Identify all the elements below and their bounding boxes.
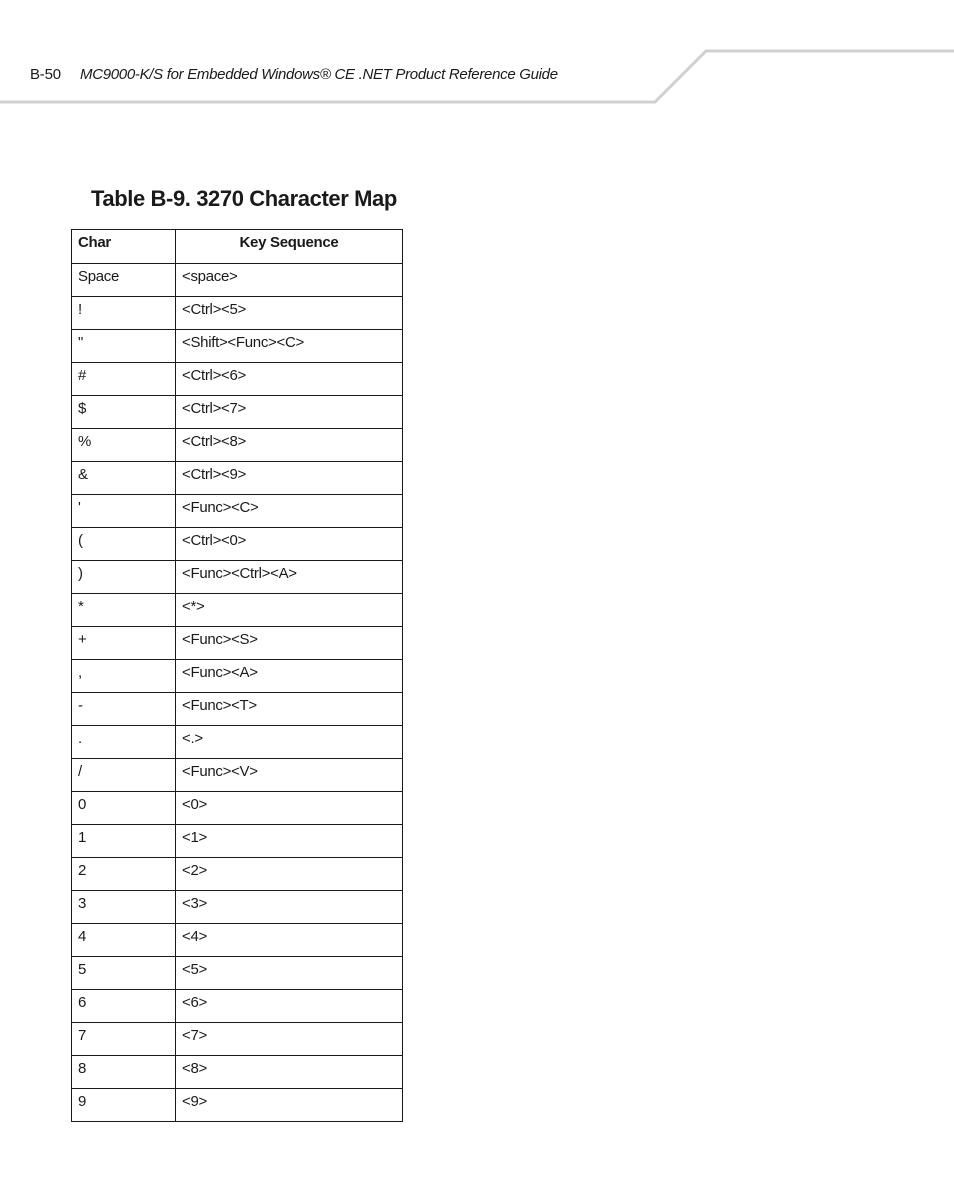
char-cell: , <box>72 660 176 693</box>
key-sequence-cell: <2> <box>176 858 403 891</box>
char-cell: ' <box>72 495 176 528</box>
table-row <box>72 792 403 825</box>
char-cell: 8 <box>72 1056 176 1089</box>
key-sequence-cell: <Ctrl><6> <box>176 363 403 396</box>
key-sequence-cell: <Func><A> <box>176 660 403 693</box>
char-cell: & <box>72 462 176 495</box>
key-sequence-cell: <9> <box>176 1089 403 1122</box>
table-row <box>72 726 403 759</box>
column-header-char: Char <box>72 230 176 264</box>
table-row <box>72 957 403 990</box>
key-sequence-cell: <Ctrl><5> <box>176 297 403 330</box>
table-row <box>72 264 403 297</box>
char-cell: ! <box>72 297 176 330</box>
key-sequence-cell: <space> <box>176 264 403 297</box>
key-sequence-cell: <7> <box>176 1023 403 1056</box>
key-sequence-cell: <Func><Ctrl><A> <box>176 561 403 594</box>
document-title: MC9000-K/S for Embedded Windows® CE .NET Product Reference Guide <box>80 66 558 83</box>
table-row <box>72 660 403 693</box>
header-rule <box>0 0 954 110</box>
table-row <box>72 561 403 594</box>
table-title: Table B-9. 3270 Character Map <box>91 186 397 211</box>
key-sequence-cell: <1> <box>176 825 403 858</box>
table-row <box>72 924 403 957</box>
char-cell: 2 <box>72 858 176 891</box>
table-row <box>72 462 403 495</box>
char-cell: ( <box>72 528 176 561</box>
char-cell: 4 <box>72 924 176 957</box>
char-cell: 9 <box>72 1089 176 1122</box>
key-sequence-cell: <.> <box>176 726 403 759</box>
char-cell: 6 <box>72 990 176 1023</box>
char-cell: " <box>72 330 176 363</box>
table-row <box>72 891 403 924</box>
table-row <box>72 627 403 660</box>
table-row <box>72 396 403 429</box>
char-cell: 3 <box>72 891 176 924</box>
table-row <box>72 297 403 330</box>
table-row <box>72 825 403 858</box>
column-header-key-sequence: Key Sequence <box>176 230 403 264</box>
key-sequence-cell: <3> <box>176 891 403 924</box>
key-sequence-cell: <Func><V> <box>176 759 403 792</box>
key-sequence-cell: <Ctrl><7> <box>176 396 403 429</box>
table-row <box>72 363 403 396</box>
page-number: B-50 <box>30 66 61 83</box>
table-row <box>72 858 403 891</box>
char-cell: % <box>72 429 176 462</box>
key-sequence-cell: <Func><C> <box>176 495 403 528</box>
char-cell: + <box>72 627 176 660</box>
char-cell: 1 <box>72 825 176 858</box>
key-sequence-cell: <5> <box>176 957 403 990</box>
key-sequence-cell: <4> <box>176 924 403 957</box>
char-cell: . <box>72 726 176 759</box>
table-row <box>72 1056 403 1089</box>
key-sequence-cell: <*> <box>176 594 403 627</box>
table-row <box>72 990 403 1023</box>
key-sequence-cell: <6> <box>176 990 403 1023</box>
character-map-table <box>71 229 403 1122</box>
char-cell: Space <box>72 264 176 297</box>
key-sequence-cell: <Func><S> <box>176 627 403 660</box>
table-row <box>72 759 403 792</box>
char-cell: * <box>72 594 176 627</box>
key-sequence-cell: <Shift><Func><C> <box>176 330 403 363</box>
char-cell: 0 <box>72 792 176 825</box>
table-row <box>72 528 403 561</box>
table-row <box>72 495 403 528</box>
char-cell: - <box>72 693 176 726</box>
char-cell: 5 <box>72 957 176 990</box>
table-row <box>72 429 403 462</box>
table-row <box>72 693 403 726</box>
char-cell: 7 <box>72 1023 176 1056</box>
table-row <box>72 1089 403 1122</box>
table-header-row <box>72 230 403 264</box>
char-cell: $ <box>72 396 176 429</box>
char-cell: / <box>72 759 176 792</box>
char-cell: ) <box>72 561 176 594</box>
key-sequence-cell: <Ctrl><8> <box>176 429 403 462</box>
key-sequence-cell: <Ctrl><9> <box>176 462 403 495</box>
table-row <box>72 594 403 627</box>
char-cell: # <box>72 363 176 396</box>
key-sequence-cell: <Ctrl><0> <box>176 528 403 561</box>
key-sequence-cell: <8> <box>176 1056 403 1089</box>
key-sequence-cell: <0> <box>176 792 403 825</box>
table-row <box>72 330 403 363</box>
table-row <box>72 1023 403 1056</box>
key-sequence-cell: <Func><T> <box>176 693 403 726</box>
